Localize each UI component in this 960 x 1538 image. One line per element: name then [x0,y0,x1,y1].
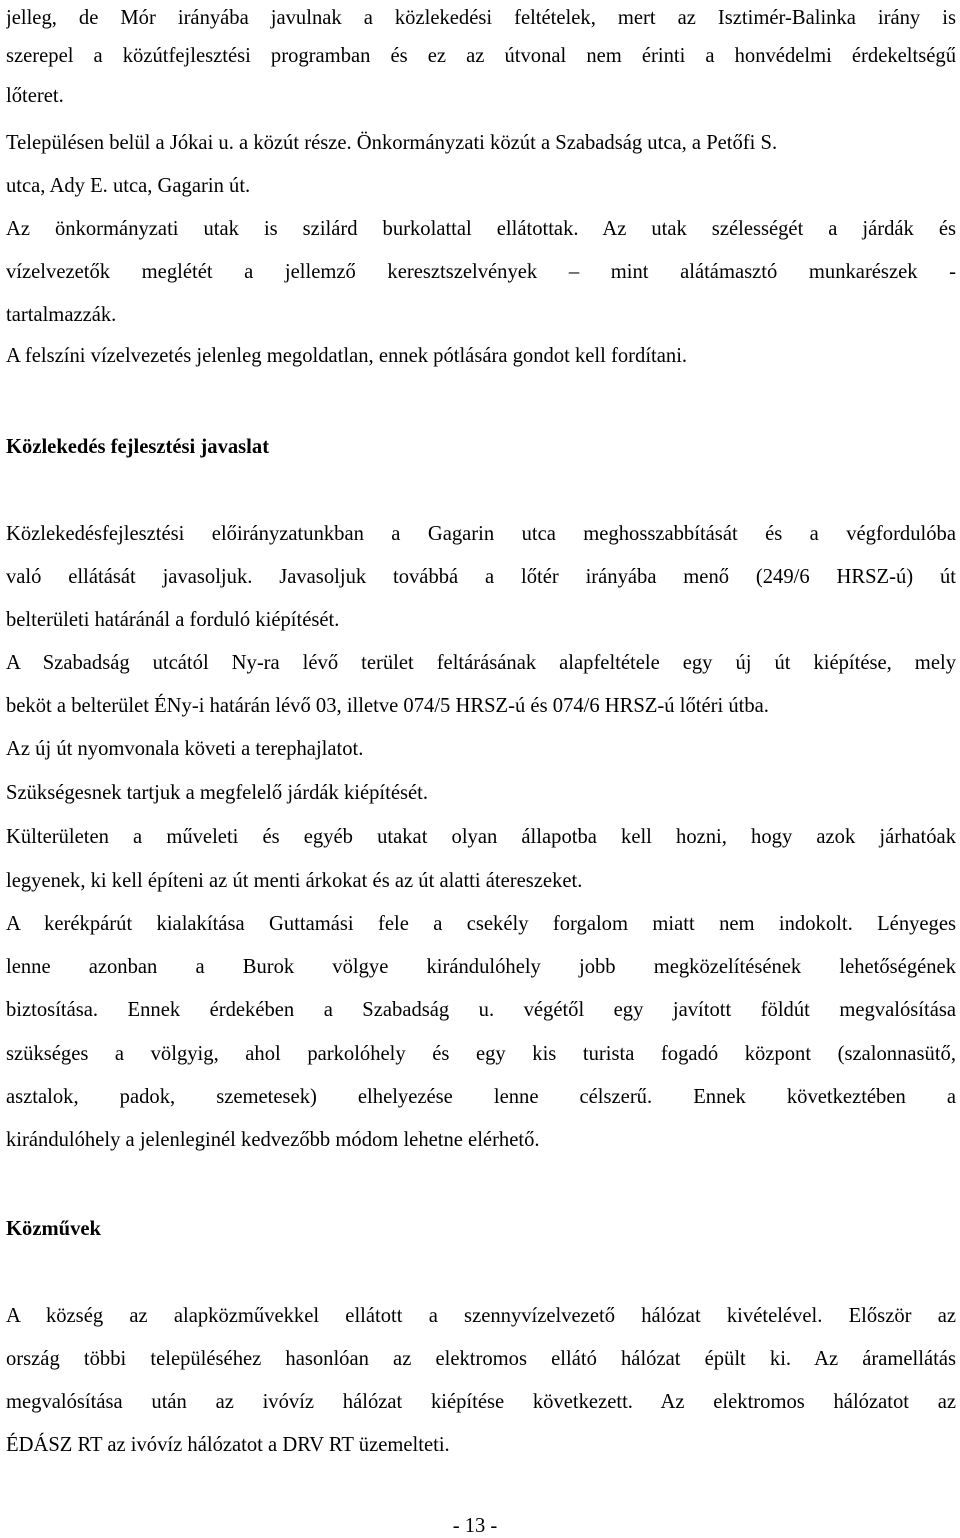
text-line: vízelvezetők meglétét a jellemző keresztszelvények – mint alátámasztó munkarészek - [6,261,956,283]
text-line: szerepel a közútfejlesztési programban és ez az útvonal nem érinti a honvédelmi érdekeltségű [6,45,956,67]
page-number: - 13 - [452,1515,498,1537]
section-heading: Közlekedés fejlesztési javaslat [6,436,270,458]
text-line: jelleg, de Mór irányába javulnak a közlekedési feltételek, mert az Isztimér-Balinka irány is [6,7,956,29]
text-line: asztalok, padok, szemetesek) elhelyezése lenne célszerű. Ennek következtében a [6,1086,956,1108]
text-line: A község az alapközművekkel ellátott a szennyvízelvezető hálózat kivételével. Először az [6,1305,956,1327]
text-line: kirándulóhely a jelenleginél kedvezőbb módom lehetne elérhető. [6,1129,540,1151]
text-line: való ellátását javasoljuk. Javasoljuk továbbá a lőtér irányába menő (249/6 HRSZ-ú) út [6,566,956,588]
text-line: Külterületen a műveleti és egyéb utakat olyan állapotba kell hozni, hogy azok járhatóak [6,826,956,848]
text-line: tartalmazzák. [6,304,117,326]
text-line: Az önkormányzati utak is szilárd burkolattal ellátottak. Az utak szélességét a járdák és [6,218,956,240]
text-line: belterületi határánál a forduló kiépítését. [6,609,340,631]
text-line: lenne azonban a Burok völgye kirándulóhely jobb megközelítésének lehetőségének [6,956,956,978]
text-line: Az új út nyomvonala követi a terephajlatot. [6,738,364,760]
text-line: megvalósítása után az ivóvíz hálózat kiépítése következett. Az elektromos hálózatot az [6,1391,956,1413]
text-line: Településen belül a Jókai u. a közút része. Önkormányzati közút a Szabadság utca, a Petőfi S. [6,132,778,154]
text-line: Szükségesnek tartjuk a megfelelő járdák kiépítését. [6,782,429,804]
section-heading: Közművek [6,1218,101,1240]
text-line: legyenek, ki kell építeni az út menti árkokat és az út alatti átereszeket. [6,870,583,892]
text-line: beköt a belterület ÉNy-i határán lévő 03, illetve 074/5 HRSZ-ú és 074/6 HRSZ-ú lőtéri útba. [6,695,769,717]
text-line: utca, Ady E. utca, Gagarin út. [6,175,251,197]
text-line: biztosítása. Ennek érdekében a Szabadság u. végétől egy javított földút megvalósítása [6,999,956,1021]
text-line: A kerékpárút kialakítása Guttamási fele a csekély forgalom miatt nem indokolt. Lényeges [6,913,956,935]
text-line: A felszíni vízelvezetés jelenleg megoldatlan, ennek pótlására gondot kell fordítani. [6,345,688,367]
text-line: A Szabadság utcától Ny-ra lévő terület feltárásának alapfeltétele egy új út kiépítése, mely [6,652,956,674]
text-line: szükséges a völgyig, ahol parkolóhely és egy kis turista fogadó központ (szalonnasütő, [6,1043,956,1065]
text-line: Közlekedésfejlesztési előirányzatunkban a Gagarin utca meghosszabbítását és a végfordulóba [6,523,956,545]
text-line: ország többi településéhez hasonlóan az elektromos ellátó hálózat épült ki. Az áramellátás [6,1348,956,1370]
text-line: lőteret. [6,85,64,107]
text-line: ÉDÁSZ RT az ivóvíz hálózatot a DRV RT üzemelteti. [6,1434,450,1456]
